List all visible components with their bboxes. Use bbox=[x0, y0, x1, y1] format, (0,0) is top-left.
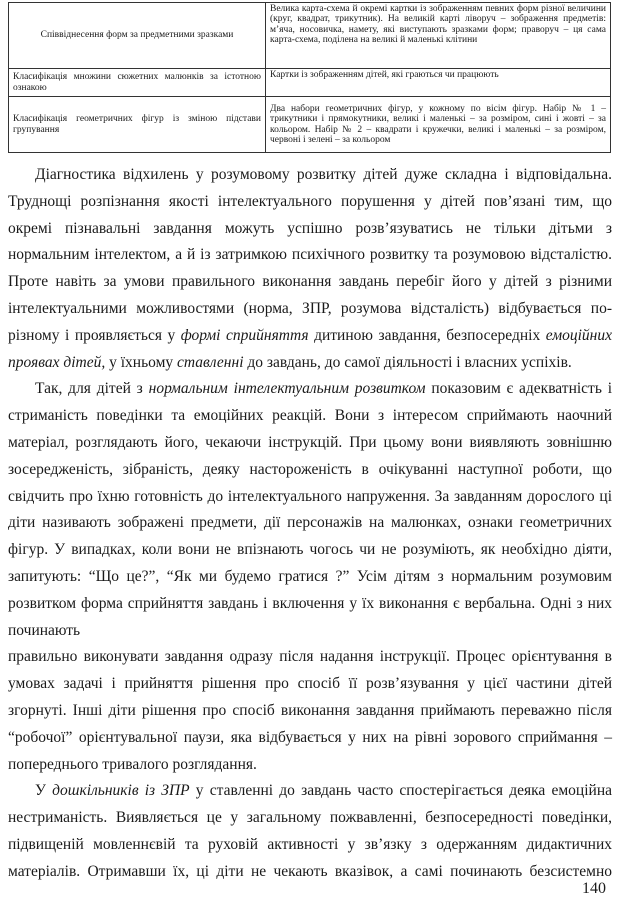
text-span: Так, для дітей з bbox=[35, 380, 149, 398]
text-span: Діагностика відхилень у розумовому розвитку дітей дуже складна і відповідальна. Труднощі розпізнання якості інтелектуального порушення у дітей пов’язані тим, що окремі пізнавальні завдання можуть успішно розв’язуватись не тільки дітьми з нормальним інтелектом, а й із затримкою психічного розвитку та розумовою відсталістю. Проте навіть за умови правильного виконання завдань перебіг його у дітей з різними інтелектуальними можливостями (норма, ЗПР, розумова відсталість) відбувається по-різному і проявляється у bbox=[8, 166, 612, 344]
table-cell-material: Картки із зображенням дітей, які граються чи працюють bbox=[266, 69, 611, 97]
table-cell-material: Велика карта-схема й окремі картки із зображенням певних форм різної величини (круг, квадрат, трикутник). На великій карті ліворуч – зображення предметів: м’яча, носовичка, намету, які виступають зразками форм; праворуч – ця сама карта-схема, поділена на великі й маленькі клітини bbox=[266, 3, 611, 69]
italic-term: ставленні bbox=[177, 353, 244, 371]
paragraph bbox=[8, 778, 612, 885]
italic-term: нормальним інтелектуальним розвитком bbox=[148, 380, 426, 398]
table-cell-task bbox=[9, 97, 266, 153]
italic-term: дошкільників із ЗПР bbox=[52, 782, 190, 800]
text-span: у ставленні до завдань часто спостерігається деяка емоційна нестриманість. Виявляється це у загальному пожвавленні, безпосередності поведінки, підвищеній мовленнєвій та руховій активності у зв’язку з одержанням дидактичних матеріалів. Отримавши їх, ці діти не чекають вказівок, а самі починають безсистемно bbox=[8, 782, 612, 880]
italic-term: формі сприйняття bbox=[180, 326, 309, 344]
page-number: 140 bbox=[582, 880, 606, 897]
table-row bbox=[9, 97, 611, 153]
text-span: дитиною завдання, безпосередніх bbox=[308, 326, 546, 344]
table-cell-task bbox=[9, 69, 266, 97]
methods-table bbox=[8, 2, 611, 153]
table-cell-material: Два набори геометричних фігур, у кожному по вісім фігур. Набір № 1 – трикутники і прямокутники, великі і маленькі – за розміром, сині і жовті – за кольором. Набір № 2 – квадрати і кружечки, великі і маленькі – за розміром, червоні і зелені – за кольором bbox=[266, 97, 611, 153]
paragraph bbox=[8, 162, 612, 376]
paragraph: правильно виконувати завдання одразу після надання інструкції. Процес орієнтування в умовах задачі і прийняття рішення про спосіб її розв’язування у цієї частини дітей згорнуті. Інші діти рішення про спосіб виконання завдання приймають переважно після “робочої” орієнтувальної паузи, яка відбувається у них на рівні зорового сприймання – попереднього тривалого розглядання. bbox=[8, 648, 612, 773]
text-span: у їхньому bbox=[105, 353, 178, 371]
table-row bbox=[9, 69, 611, 97]
body-text bbox=[8, 162, 612, 886]
text-span: показовим є адекватність і стриманість поведінки та емоційних реакцій. Вони з інтересом сприймають наочний матеріал, розглядають його, чекаючи інструкцій. При цьому вони виявляють зовнішню зосередженість, зібраність, деяку настороженість в очікуванні наступної роботи, що свідчить про їхню готовність до інтелектуального напруження. За завданням дорослого ці діти називають зображені предмети, дії персонажів на малюнках, ознаки геометричних фігур. У випадках, коли вони не впізнають чогось чи не розуміють, як необхідно діяти, запитують: “Що це?”, “Як ми будемо гратися ?” Усім дітям з нормальним розумовим розвитком форма сприйняття завдань і включення у їх виконання є вербальна. Одні з них починають bbox=[8, 380, 613, 639]
table-cell-task-text: Класифікація геометричних фігур із зміною підстави групування bbox=[13, 114, 261, 135]
text-span: до завдань, до самої діяльності і власних успіхів. bbox=[243, 353, 572, 371]
table-cell-task: Співвіднесення форм за предметними зразками bbox=[9, 3, 266, 69]
italic-term: емоційних проявах дітей, bbox=[8, 326, 612, 371]
table-cell-task-text: Класифікація множини сюжетних малюнків за істотною ознакою bbox=[13, 72, 261, 93]
text-span: У bbox=[35, 782, 53, 800]
paragraph bbox=[8, 376, 612, 644]
table-row bbox=[9, 3, 611, 69]
